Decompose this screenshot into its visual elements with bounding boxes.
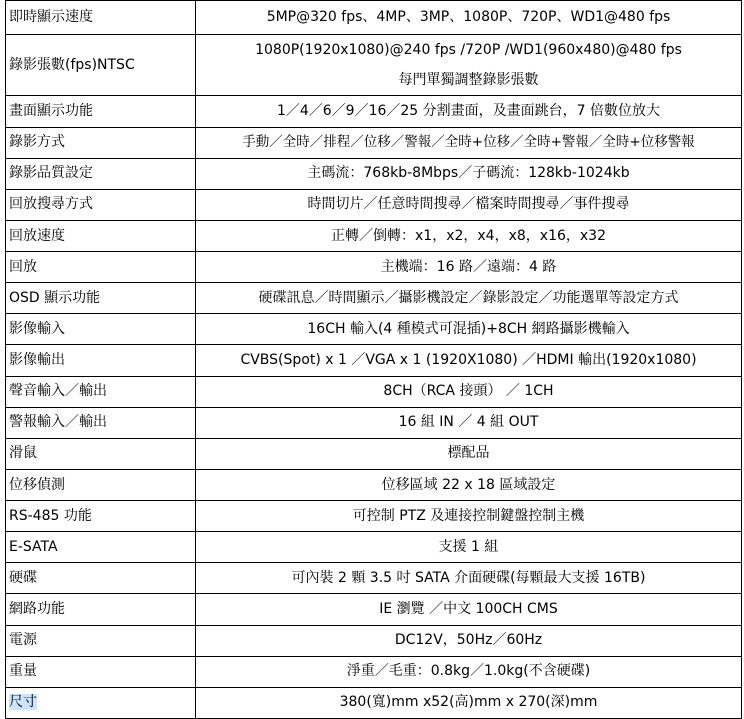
spec-row bbox=[6, 189, 742, 220]
spec-label: 即時顯示速度 bbox=[6, 1, 196, 35]
spec-value-line: 每門單獨調整錄影張數 bbox=[398, 72, 539, 89]
spec-row bbox=[6, 532, 742, 563]
spec-label: 位移偵測 bbox=[6, 469, 196, 500]
spec-value: 380(寬)mm x52(高)mm x 270(深)mm bbox=[196, 687, 742, 718]
spec-label: 重量 bbox=[6, 656, 196, 687]
spec-label: 網路功能 bbox=[6, 594, 196, 625]
spec-table-body bbox=[6, 1, 742, 719]
spec-value: 1／4／6／9／16／25 分割畫面，及畫面跳台，7 倍數位放大 bbox=[196, 96, 742, 127]
spec-row bbox=[6, 563, 742, 594]
spec-value: 硬碟訊息／時間顯示／攝影機設定／錄影設定／功能選單等設定方式 bbox=[196, 283, 742, 314]
spec-row bbox=[6, 438, 742, 469]
spec-value-line: 1080P(1920x1080)@240 fps /720P /WD1(960x480)@480 fps bbox=[255, 42, 682, 59]
spec-value: 手動／全時／排程／位移／警報／全時+位移／全時+警報／全時+位移警報 bbox=[196, 127, 742, 158]
spec-label-text[interactable]: 尺寸 bbox=[9, 694, 37, 711]
spec-value: 主碼流：768kb-8Mbps／子碼流：128kb-1024kb bbox=[196, 158, 742, 189]
spec-value: 16CH 輸入(4 種模式可混插)+8CH 網路攝影機輸入 bbox=[196, 314, 742, 345]
spec-row bbox=[6, 1, 742, 35]
spec-row bbox=[6, 283, 742, 314]
spec-label: 聲音輸入／輸出 bbox=[6, 376, 196, 407]
spec-label: RS-485 功能 bbox=[6, 501, 196, 532]
spec-value: CVBS(Spot) x 1 ／VGA x 1 (1920X1080) ／HDMI 輸出(1920x1080) bbox=[196, 345, 742, 376]
spec-label: 硬碟 bbox=[6, 563, 196, 594]
spec-label: 錄影張數(fps)NTSC bbox=[6, 35, 196, 96]
spec-label: 滑鼠 bbox=[6, 438, 196, 469]
spec-row bbox=[6, 96, 742, 127]
spec-row bbox=[6, 501, 742, 532]
spec-label: OSD 顯示功能 bbox=[6, 283, 196, 314]
spec-value: 主機端：16 路／遠端：4 路 bbox=[196, 252, 742, 283]
spec-value: 支援 1 組 bbox=[196, 532, 742, 563]
spec-row bbox=[6, 594, 742, 625]
spec-row bbox=[6, 345, 742, 376]
spec-label: 錄影品質設定 bbox=[6, 158, 196, 189]
spec-label: 錄影方式 bbox=[6, 127, 196, 158]
spec-value: 16 組 IN ／ 4 組 OUT bbox=[196, 407, 742, 438]
spec-row bbox=[6, 35, 742, 96]
spec-value: DC12V，50Hz／60Hz bbox=[196, 625, 742, 656]
spec-value: 標配品 bbox=[196, 438, 742, 469]
spec-label: 畫面顯示功能 bbox=[6, 96, 196, 127]
spec-label: 回放搜尋方式 bbox=[6, 189, 196, 220]
spec-row bbox=[6, 220, 742, 251]
spec-row bbox=[6, 407, 742, 438]
spec-label: 回放速度 bbox=[6, 220, 196, 251]
spec-label: 影像輸出 bbox=[6, 345, 196, 376]
spec-value: 8CH（RCA 接頭） ／ 1CH bbox=[196, 376, 742, 407]
spec-label: 警報輸入／輸出 bbox=[6, 407, 196, 438]
spec-label: 影像輸入 bbox=[6, 314, 196, 345]
spec-value: 時間切片／任意時間搜尋／檔案時間搜尋／事件搜尋 bbox=[196, 189, 742, 220]
spec-value: 淨重／毛重：0.8kg／1.0kg(不含硬碟) bbox=[196, 656, 742, 687]
spec-row bbox=[6, 656, 742, 687]
spec-row bbox=[6, 127, 742, 158]
spec-label: E-SATA bbox=[6, 532, 196, 563]
spec-value bbox=[196, 35, 742, 96]
spec-value: 5MP@320 fps、4MP、3MP、1080P、720P、WD1@480 fps bbox=[196, 1, 742, 35]
spec-value: IE 瀏覽 ／中文 100CH CMS bbox=[196, 594, 742, 625]
spec-label bbox=[6, 687, 196, 718]
spec-value: 正轉／倒轉：x1，x2，x4，x8，x16，x32 bbox=[196, 220, 742, 251]
spec-row bbox=[6, 314, 742, 345]
spec-label: 電源 bbox=[6, 625, 196, 656]
spec-row bbox=[6, 469, 742, 500]
spec-row bbox=[6, 687, 742, 718]
spec-row bbox=[6, 625, 742, 656]
spec-value: 位移區域 22 x 18 區域設定 bbox=[196, 469, 742, 500]
spec-value: 可內裝 2 顆 3.5 吋 SATA 介面硬碟(每顆最大支援 16TB) bbox=[196, 563, 742, 594]
spec-row bbox=[6, 252, 742, 283]
spec-label: 回放 bbox=[6, 252, 196, 283]
spec-row bbox=[6, 376, 742, 407]
spec-value: 可控制 PTZ 及連接控制鍵盤控制主機 bbox=[196, 501, 742, 532]
spec-row bbox=[6, 158, 742, 189]
spec-table bbox=[5, 0, 742, 719]
